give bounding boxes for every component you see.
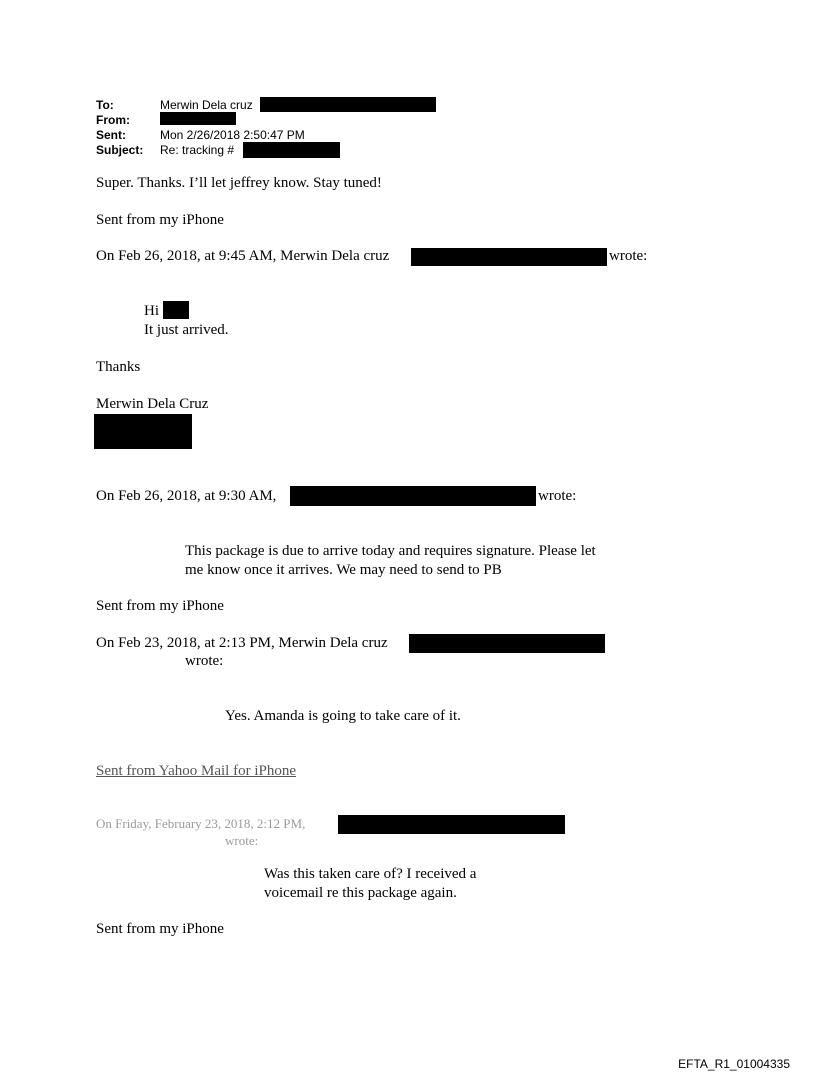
quote3-intro: On Feb 23, 2018, at 2:13 PM, Merwin Dela cruz (96, 635, 388, 651)
to-value: Merwin Dela cruz (160, 98, 253, 112)
to-label: To: (96, 98, 114, 112)
quote2-intro: On Feb 26, 2018, at 9:30 AM, (96, 488, 277, 504)
thanks-text: Thanks (96, 359, 141, 375)
from-label: From: (96, 113, 130, 127)
sent-from-iphone-1: Sent from my iPhone (96, 212, 224, 228)
sent-from-iphone-3: Sent from my iPhone (96, 921, 224, 937)
quote1-line: It just arrived. (144, 322, 229, 338)
quote2-line1: This package is due to arrive today and requires signature. Please let (185, 543, 596, 559)
quote1-wrote: wrote: (609, 248, 648, 264)
subject-label: Subject: (96, 143, 144, 157)
redaction-from (160, 112, 236, 125)
redaction-quote2-sender (290, 486, 536, 506)
yahoo-mail-link[interactable]: Sent from Yahoo Mail for iPhone (96, 763, 296, 779)
quote2-wrote: wrote: (538, 488, 577, 504)
quote4-line1: Was this taken care of? I received a (264, 866, 477, 882)
quote2-line2: me know once it arrives. We may need to send to PB (185, 562, 502, 578)
redaction-quote1-email (411, 248, 607, 266)
redaction-to-email (260, 97, 436, 112)
quote1-hi: Hi (144, 303, 159, 319)
quote4-wrote: wrote: (225, 833, 259, 848)
reply-text: Super. Thanks. I’ll let jeffrey know. Stay tuned! (96, 175, 382, 191)
quote3-line: Yes. Amanda is going to take care of it. (225, 708, 461, 724)
quote3-wrote: wrote: (185, 653, 224, 669)
redaction-quote4-sender (338, 815, 565, 834)
subject-value: Re: tracking # (160, 143, 235, 157)
quote1-intro: On Feb 26, 2018, at 9:45 AM, Merwin Dela cruz (96, 248, 390, 264)
sent-from-iphone-2: Sent from my iPhone (96, 598, 224, 614)
sent-value: Mon 2/26/2018 2:50:47 PM (160, 128, 305, 142)
redaction-quote1-name (163, 301, 189, 319)
quote4-line2: voicemail re this package again. (264, 885, 457, 901)
redaction-signature (94, 414, 192, 449)
quote4-intro: On Friday, February 23, 2018, 2:12 PM, (96, 816, 306, 831)
sent-label: Sent: (96, 128, 126, 142)
document-id: EFTA_R1_01004335 (678, 1057, 790, 1071)
redaction-tracking-number (243, 142, 340, 158)
redaction-quote3-email (409, 634, 605, 653)
signature-name: Merwin Dela Cruz (96, 396, 209, 412)
